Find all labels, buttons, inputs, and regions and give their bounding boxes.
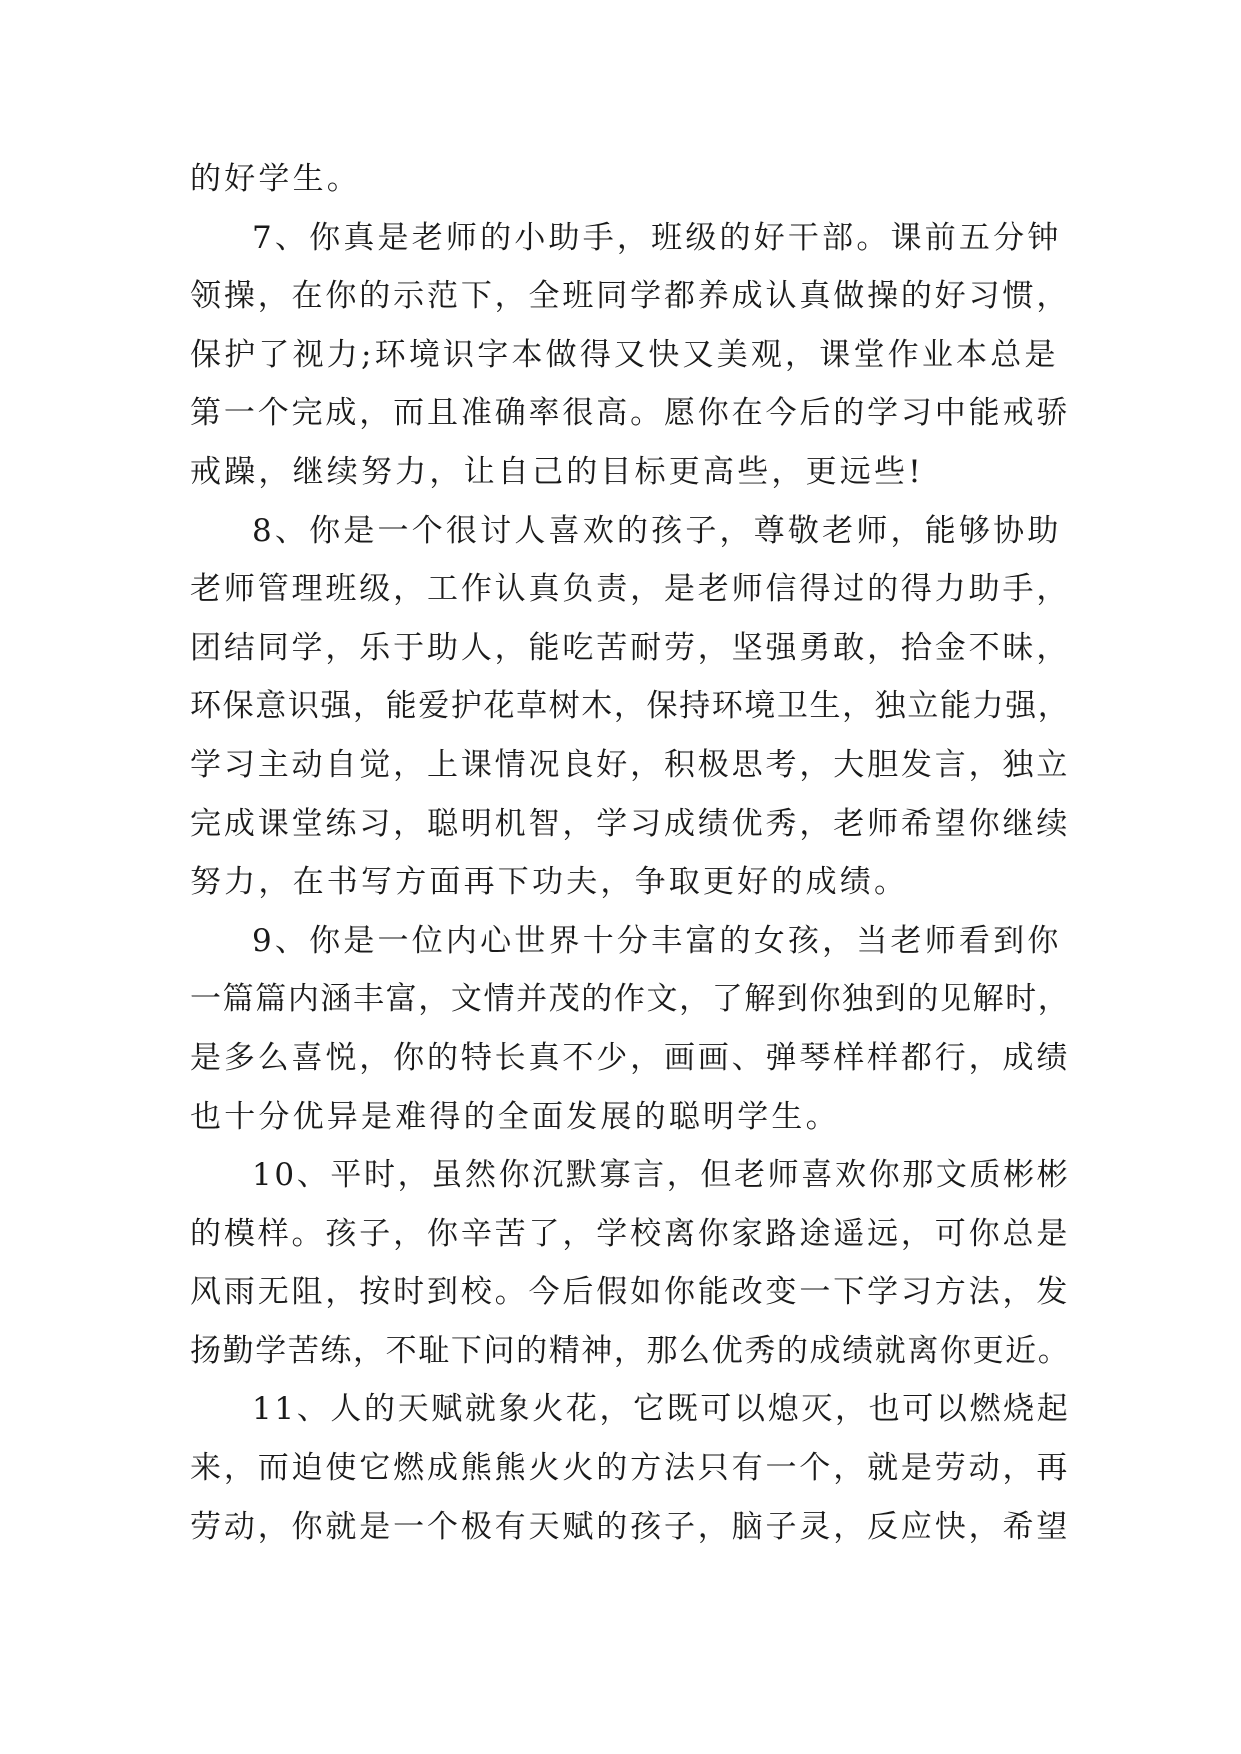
paragraph-11-line: 11、人的天赋就象火花，它既可以熄灭，也可以燃烧起 xyxy=(252,1391,1071,1428)
text-line: 领操，在你的示范下，全班同学都养成认真做操的好习惯， xyxy=(190,278,1071,315)
text-line: 完成课堂练习，聪明机智，学习成绩优秀，老师希望你继续 xyxy=(190,805,1071,842)
text-line: 风雨无阻，按时到校。今后假如你能改变一下学习方法，发 xyxy=(190,1274,1071,1311)
text-line: 来，而迫使它燃成熊熊火火的方法只有一个，就是劳动，再 xyxy=(190,1450,1071,1487)
text-line: 保护了视力;环境识字本做得又快又美观，课堂作业本总是 xyxy=(190,336,1059,373)
text-line: 第一个完成，而且准确率很高。愿你在今后的学习中能戒骄 xyxy=(190,395,1071,432)
paragraph-10-line: 10、平时，虽然你沉默寡言，但老师喜欢你那文质彬彬 xyxy=(252,1157,1071,1194)
text-line: 的好学生。 xyxy=(190,161,361,197)
text-line: 环保意识强，能爱护花草树木，保持环境卫生，独立能力强， xyxy=(190,688,1071,725)
text-line: 是多么喜悦，你的特长真不少，画画、弹琴样样都行，成绩 xyxy=(190,1039,1071,1076)
text-line: 学习主动自觉，上课情况良好，积极思考，大胆发言，独立 xyxy=(190,746,1071,783)
text-line: 一篇篇内涵丰富，文情并茂的作文，了解到你独到的见解时， xyxy=(190,981,1071,1018)
text-line: 戒躁，继续努力，让自己的目标更高些，更远些! xyxy=(190,453,924,490)
text-line: 的模样。孩子，你辛苦了，学校离你家路途遥远，可你总是 xyxy=(190,1215,1071,1252)
text-line: 扬勤学苦练，不耻下问的精神，那么优秀的成绩就离你更近。 xyxy=(190,1332,1071,1369)
text-line: 劳动，你就是一个极有天赋的孩子，脑子灵，反应快，希望 xyxy=(190,1508,1071,1545)
paragraph-9-line: 9、你是一位内心世界十分丰富的女孩，当老师看到你 xyxy=(252,922,1062,959)
document-body xyxy=(190,150,1070,1556)
paragraph-8-line: 8、你是一个很讨人喜欢的孩子，尊敬老师，能够协助 xyxy=(252,512,1062,549)
text-line: 团结同学，乐于助人，能吃苦耐劳，坚强勇敢，拾金不昧， xyxy=(190,629,1071,666)
text-line: 老师管理班级，工作认真负责，是老师信得过的得力助手， xyxy=(190,571,1071,608)
text-line: 努力，在书写方面再下功夫，争取更好的成绩。 xyxy=(190,864,909,901)
paragraph-7-line: 7、你真是老师的小助手，班级的好干部。课前五分钟 xyxy=(252,219,1062,256)
text-line: 也十分优异是难得的全面发展的聪明学生。 xyxy=(190,1098,840,1135)
